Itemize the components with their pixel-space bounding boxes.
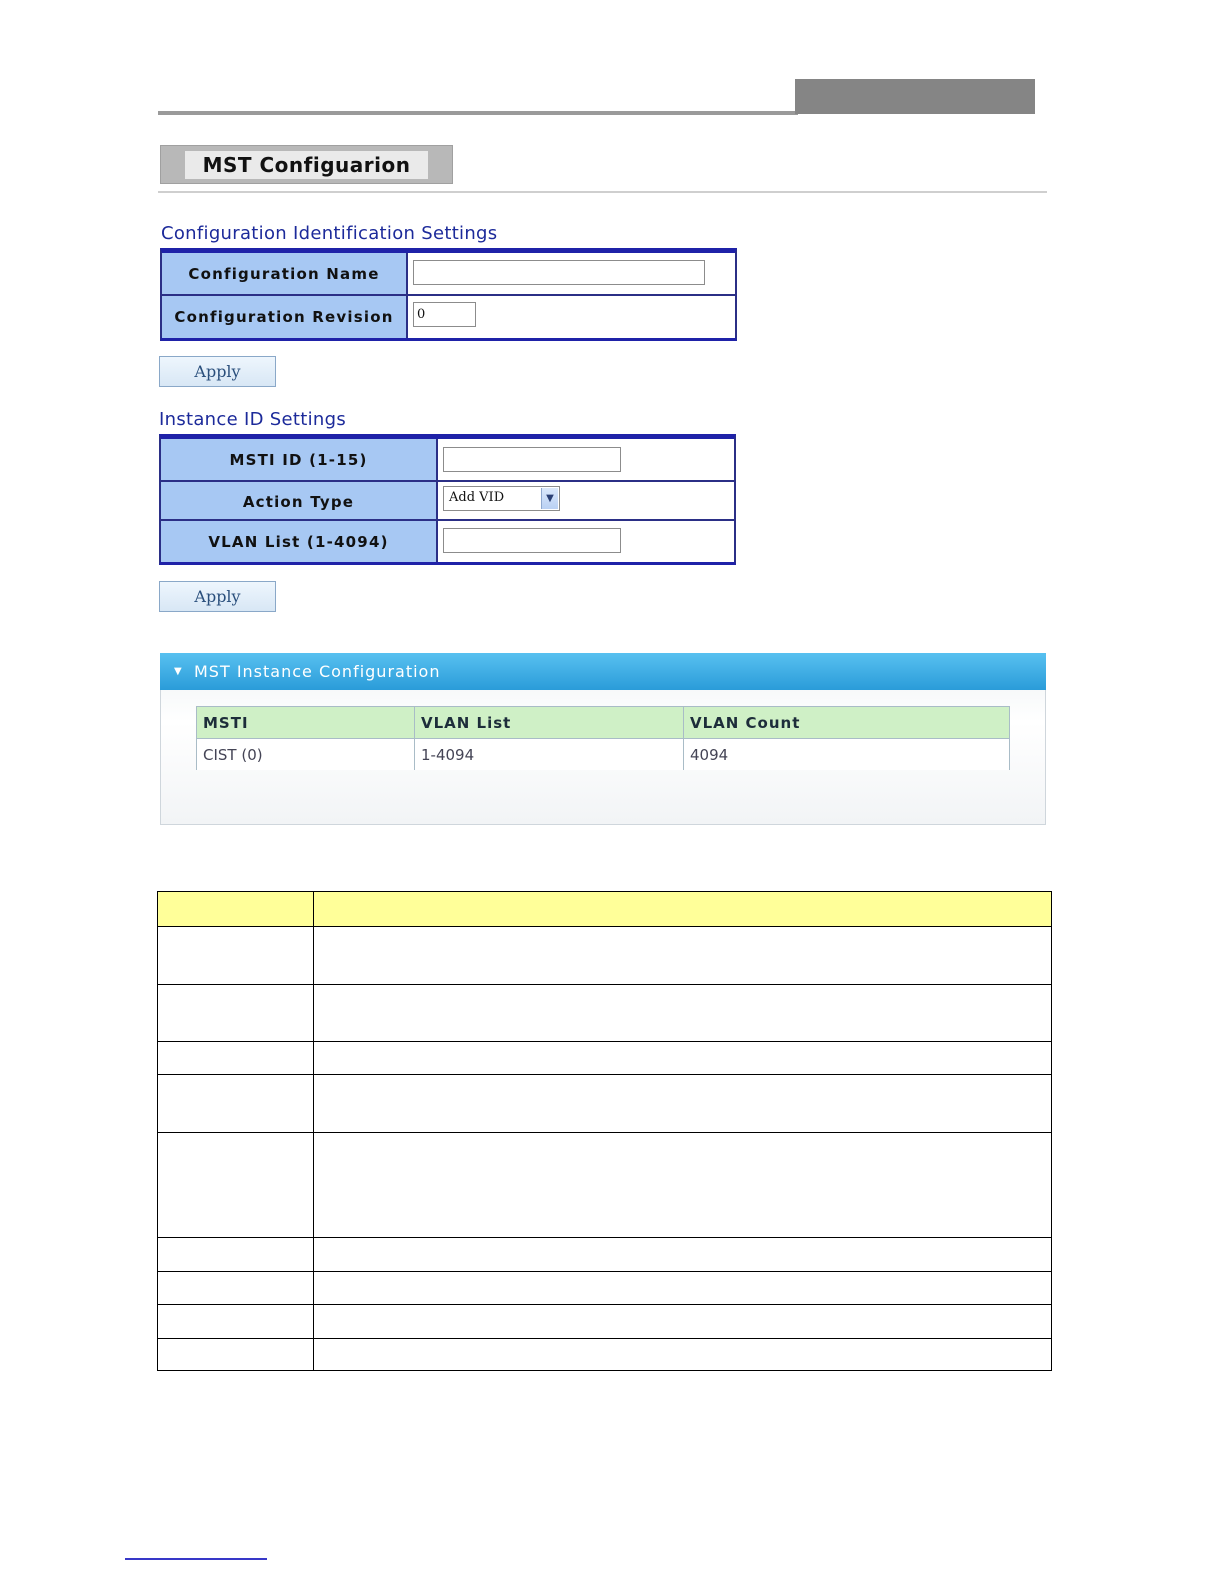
instance-id-table: [159, 434, 736, 565]
action-type-selected: Add VID: [449, 490, 505, 505]
mst-instance-panel-header[interactable]: [160, 653, 1046, 690]
description-row: [158, 926, 1051, 984]
header-block: [795, 79, 1035, 114]
config-revision-input[interactable]: [413, 302, 476, 327]
description-row: [158, 1074, 1051, 1132]
title-divider: [158, 191, 1047, 193]
header-rule: [158, 111, 798, 115]
table-cell-vlan-count: 4094: [684, 739, 1009, 770]
description-row: [158, 1338, 1051, 1370]
msti-id-row: [161, 439, 734, 480]
config-id-apply-button[interactable]: Apply: [159, 356, 276, 387]
vlan-list-row: [161, 519, 734, 562]
config-revision-row: [162, 294, 735, 338]
description-row: [158, 1237, 1051, 1271]
action-type-label: Action Type: [161, 482, 438, 521]
description-row: [158, 1304, 1051, 1338]
page-title: MST Configuarion: [185, 151, 428, 179]
chevron-down-icon[interactable]: ▼: [541, 488, 558, 509]
column-header-msti: MSTI: [197, 707, 415, 739]
config-revision-label: Configuration Revision: [162, 296, 408, 338]
config-name-label: Configuration Name: [162, 253, 408, 294]
mst-instance-table: [196, 706, 1010, 770]
description-row: [158, 1132, 1051, 1237]
description-row: [158, 1041, 1051, 1074]
column-header-vlan-count: VLAN Count: [684, 707, 1009, 739]
table-cell-vlan-list: 1-4094: [415, 739, 684, 770]
instance-id-heading: Instance ID Settings: [159, 409, 347, 430]
vlan-list-label: VLAN List (1-4094): [161, 521, 438, 562]
msti-id-input[interactable]: [443, 447, 621, 472]
description-row: [158, 1271, 1051, 1304]
config-name-input[interactable]: [413, 260, 705, 285]
config-name-row: [162, 253, 735, 294]
table-cell-msti: CIST (0): [197, 739, 415, 770]
parameter-description-table: [157, 891, 1052, 1371]
action-type-row: [161, 480, 734, 521]
config-id-table: [160, 248, 737, 341]
description-table-header: [158, 892, 1051, 926]
config-id-heading: Configuration Identification Settings: [161, 223, 498, 244]
vlan-list-input[interactable]: [443, 528, 621, 553]
instance-id-apply-button[interactable]: Apply: [159, 581, 276, 612]
msti-id-label: MSTI ID (1-15): [161, 439, 438, 480]
column-header-vlan-list: VLAN List: [415, 707, 684, 739]
mst-instance-panel-title: MST Instance Configuration: [194, 662, 441, 681]
description-row: [158, 984, 1051, 1041]
footer-link-underline: [125, 1558, 267, 1560]
action-type-select[interactable]: [443, 486, 560, 511]
caret-down-icon[interactable]: ▼: [174, 666, 183, 677]
